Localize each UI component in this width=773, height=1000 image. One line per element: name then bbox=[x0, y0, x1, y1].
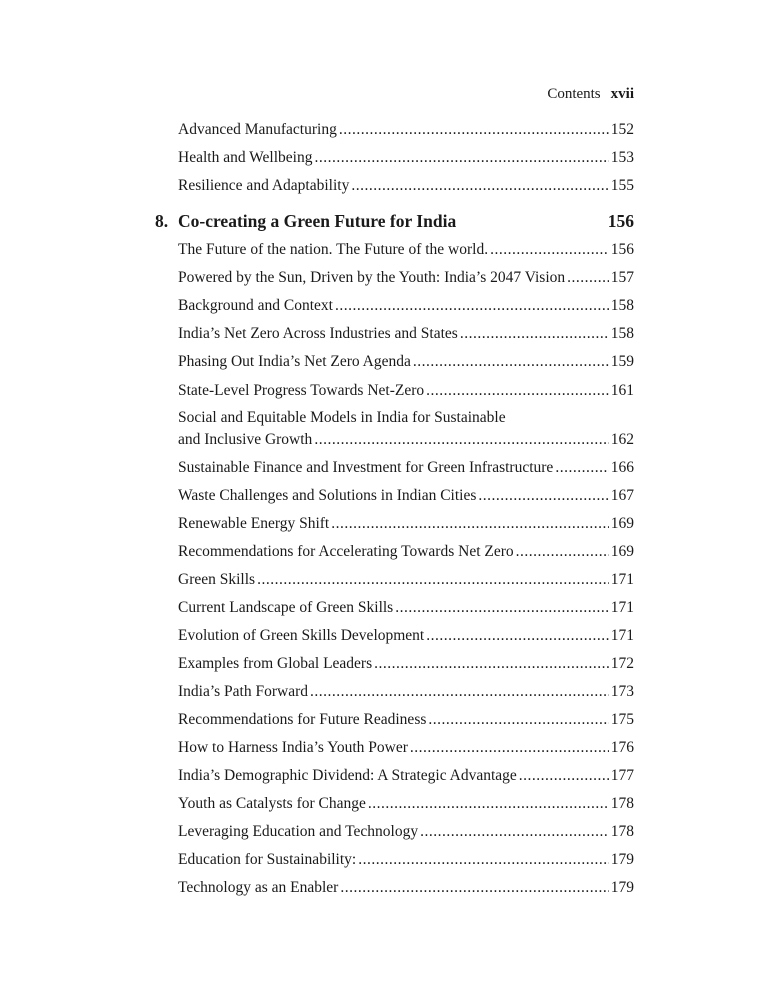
toc-entry-title: The Future of the nation. The Future of the world. bbox=[178, 241, 489, 258]
toc-entry[interactable] bbox=[178, 849, 634, 871]
toc-entry-page: 158 bbox=[610, 297, 634, 314]
dot-leader bbox=[426, 380, 609, 402]
toc-entry-page: 178 bbox=[610, 795, 634, 812]
toc-entry[interactable] bbox=[178, 295, 634, 317]
toc-entry-title: Renewable Energy Shift bbox=[178, 515, 330, 532]
toc-entry-page: 167 bbox=[610, 487, 634, 504]
toc-entry-page: 156 bbox=[610, 241, 634, 258]
dot-leader bbox=[358, 849, 609, 871]
toc-entry-page: 171 bbox=[610, 627, 634, 644]
toc-entry[interactable] bbox=[178, 821, 634, 843]
toc-entry[interactable] bbox=[178, 457, 634, 479]
toc-entry-title: How to Harness India’s Youth Power bbox=[178, 739, 408, 756]
dot-leader bbox=[331, 513, 609, 535]
toc-entry-page: 176 bbox=[610, 739, 634, 756]
toc-entry-page: 177 bbox=[610, 767, 634, 784]
toc-entry[interactable] bbox=[178, 877, 634, 899]
toc-entry-title: Technology as an Enabler bbox=[178, 879, 339, 896]
toc-entry-title: Resilience and Adaptability bbox=[178, 177, 350, 194]
toc-entry[interactable] bbox=[178, 765, 634, 787]
toc-entry-title: Youth as Catalysts for Change bbox=[178, 795, 366, 812]
toc-entry-title: Examples from Global Leaders bbox=[178, 655, 373, 672]
chapter-page: 156 bbox=[607, 211, 634, 231]
toc-entry-page: 175 bbox=[610, 711, 634, 728]
toc-entry-title-line2: and Inclusive Growth bbox=[178, 431, 313, 448]
toc-entry-title: Health and Wellbeing bbox=[178, 149, 313, 166]
dot-leader bbox=[340, 877, 608, 899]
dot-leader bbox=[410, 737, 609, 759]
toc-entry[interactable] bbox=[178, 513, 634, 535]
toc-entry-page: 179 bbox=[610, 851, 634, 868]
dot-leader bbox=[490, 239, 609, 261]
toc-entry[interactable] bbox=[178, 737, 634, 759]
toc-entry-title: India’s Net Zero Across Industries and States bbox=[178, 325, 458, 342]
dot-leader bbox=[314, 429, 608, 451]
toc-entry[interactable] bbox=[178, 239, 634, 261]
toc-entry-title: Current Landscape of Green Skills bbox=[178, 599, 394, 616]
toc-entry[interactable] bbox=[178, 119, 634, 141]
toc-entry-title: State-Level Progress Towards Net-Zero bbox=[178, 382, 425, 399]
dot-leader bbox=[310, 681, 609, 703]
toc-entry-page: 155 bbox=[610, 177, 634, 194]
toc-entry-title: India’s Path Forward bbox=[178, 683, 309, 700]
dot-leader bbox=[519, 765, 609, 787]
toc-entry-title: Sustainable Finance and Investment for Green Infrastructure bbox=[178, 459, 554, 476]
toc-entry[interactable] bbox=[178, 175, 634, 197]
toc-entry[interactable] bbox=[178, 541, 634, 563]
toc-entry-title: India’s Demographic Dividend: A Strategic Advantage bbox=[178, 767, 517, 784]
dot-leader bbox=[420, 821, 609, 843]
toc-entry[interactable] bbox=[178, 625, 634, 647]
toc-entry-page: 178 bbox=[610, 823, 634, 840]
toc-entry-page: 171 bbox=[610, 599, 634, 616]
toc-entry[interactable] bbox=[178, 147, 634, 169]
toc-entry-page: 158 bbox=[610, 325, 634, 342]
toc-entry-page: 153 bbox=[610, 149, 634, 166]
toc-entry-page: 172 bbox=[610, 655, 634, 672]
toc-entry[interactable] bbox=[178, 709, 634, 731]
chapter-number: 8. bbox=[155, 211, 169, 231]
toc-entry-page: 162 bbox=[610, 431, 634, 448]
toc-entry-page: 166 bbox=[610, 459, 634, 476]
dot-leader bbox=[516, 541, 609, 563]
toc-entry-title-line1: Social and Equitable Models in India for Sustainable bbox=[178, 409, 506, 426]
dot-leader bbox=[413, 351, 609, 373]
toc-entry-line2 bbox=[178, 429, 634, 451]
toc-entry-page: 173 bbox=[610, 683, 634, 700]
dot-leader bbox=[314, 147, 608, 169]
toc-entry-page: 179 bbox=[610, 879, 634, 896]
toc-entry-title: Background and Context bbox=[178, 297, 333, 314]
toc-entry[interactable] bbox=[178, 267, 634, 289]
toc-entry-title: Recommendations for Accelerating Towards Net Zero bbox=[178, 543, 514, 560]
toc-entry[interactable] bbox=[178, 569, 634, 591]
dot-leader bbox=[567, 267, 609, 289]
running-head bbox=[547, 84, 634, 104]
toc-entry-page: 169 bbox=[610, 515, 634, 532]
dot-leader bbox=[555, 457, 608, 479]
toc-entry-title: Education for Sustainability: bbox=[178, 851, 357, 868]
toc-entry[interactable] bbox=[178, 407, 634, 451]
toc-entry-page: 161 bbox=[610, 382, 634, 399]
toc-entry-title: Waste Challenges and Solutions in Indian Cities bbox=[178, 487, 477, 504]
dot-leader bbox=[460, 323, 609, 345]
toc-entry-title: Phasing Out India’s Net Zero Agenda bbox=[178, 353, 411, 370]
dot-leader bbox=[257, 569, 609, 591]
toc-entry-page: 152 bbox=[610, 121, 634, 138]
running-head-section: Contents bbox=[547, 86, 601, 102]
toc-entry[interactable] bbox=[178, 793, 634, 815]
page-number: xvii bbox=[610, 86, 634, 102]
toc-entry[interactable] bbox=[178, 597, 634, 619]
toc-entry[interactable] bbox=[178, 351, 634, 373]
dot-leader bbox=[368, 793, 609, 815]
toc-entry-title: Evolution of Green Skills Development bbox=[178, 627, 425, 644]
toc-entry-title: Leveraging Education and Technology bbox=[178, 823, 419, 840]
dot-leader bbox=[339, 119, 609, 141]
toc-entry-title: Advanced Manufacturing bbox=[178, 121, 337, 138]
dot-leader bbox=[428, 709, 608, 731]
dot-leader bbox=[426, 625, 609, 647]
dot-leader bbox=[374, 653, 609, 675]
toc-entry[interactable] bbox=[178, 323, 634, 345]
toc-entry-title: Powered by the Sun, Driven by the Youth: India’s 2047 Vision bbox=[178, 269, 566, 286]
toc-entry[interactable] bbox=[178, 380, 634, 402]
chapter-heading[interactable] bbox=[155, 209, 634, 233]
toc-entry-page: 169 bbox=[610, 543, 634, 560]
toc-entry-page: 171 bbox=[610, 571, 634, 588]
toc-entry-title: Recommendations for Future Readiness bbox=[178, 711, 427, 728]
toc-entry[interactable] bbox=[178, 485, 634, 507]
toc-entry-page: 159 bbox=[610, 353, 634, 370]
dot-leader bbox=[335, 295, 609, 317]
toc-entry[interactable] bbox=[178, 653, 634, 675]
toc-entry-page: 157 bbox=[610, 269, 634, 286]
dot-leader bbox=[395, 597, 609, 619]
dot-leader bbox=[478, 485, 608, 507]
chapter-title: Co-creating a Green Future for India bbox=[178, 211, 457, 231]
toc-entry[interactable] bbox=[178, 681, 634, 703]
dot-leader bbox=[351, 175, 608, 197]
toc-entry-title: Green Skills bbox=[178, 571, 256, 588]
